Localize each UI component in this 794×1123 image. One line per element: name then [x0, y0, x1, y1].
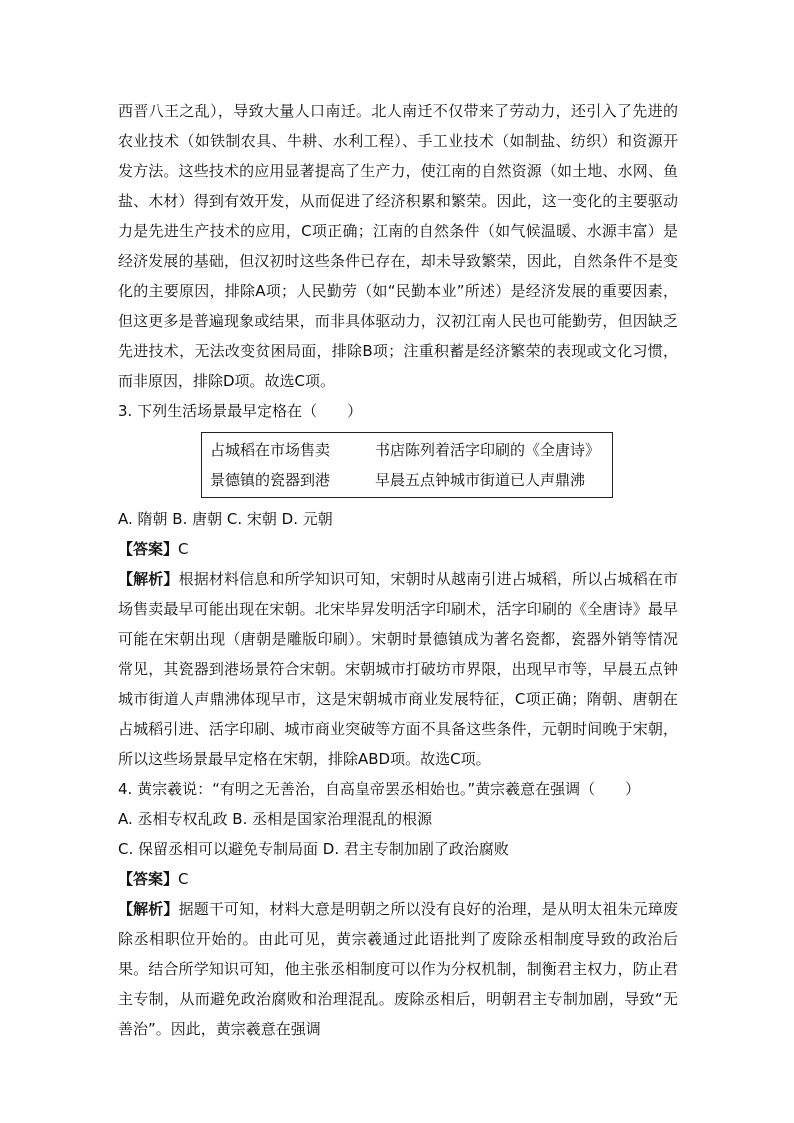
question-3-answer: [118, 534, 678, 564]
question-4-options-line-1: A. 丞相专权乱政 B. 丞相是国家治理混乱的根源: [118, 810, 433, 828]
question-3-material-box: [201, 432, 613, 498]
question-4-analysis: [118, 894, 678, 1044]
answer-tag: 【答案】: [118, 870, 179, 888]
analysis-tag: 【解析】: [118, 900, 179, 918]
question-4-answer: [118, 864, 678, 894]
material-item: 书店陈列着活字印刷的《全唐诗》: [375, 441, 601, 459]
question-3-stem: 3. 下列生活场景最早定格在（ ）: [118, 402, 363, 420]
question-4-options-line-2: C. 保留丞相可以避免专制局面 D. 君主专制加剧了政治腐败: [118, 840, 509, 858]
material-row: [202, 465, 612, 495]
analysis-tag: 【解析】: [118, 570, 179, 588]
answer-value: C: [178, 870, 189, 888]
document-content: [118, 96, 678, 1044]
analysis-text: 根据材料信息和所学知识可知，宋朝时从越南引进占城稻，所以占城稻在市场售卖最早可能出现在宋朝。北宋毕昇发明活字印刷术，活字印刷的《全唐诗》最早可能在宋朝出现（唐朝是雕版印刷）。宋朝时景德镇成为著名瓷都，瓷器外销等情况常见，其瓷器到港场景符合宋朝。宋朝城市打破坊市界限，出现早市等，早晨五点钟城市街道人声鼎沸体现早市，这是宋朝城市商业发展特征，C项正确；隋朝、唐朝在占城稻引进、活字印刷、城市商业突破等方面不具备这些条件，元朝时间晚于宋朝，所以这些场景最早定格在宋朝，排除ABD项。故选C项。: [118, 570, 678, 768]
previous-analysis-paragraph: 西晋八王之乱），导致大量人口南迁。北人南迁不仅带来了劳动力，还引入了先进的农业技术（如铁制农具、牛耕、水利工程）、手工业技术（如制盐、纺织）和资源开发方法。这些技术的应用显著提高了生产力，使江南的自然资源（如土地、水网、鱼盐、木材）得到有效开发，从而促进了经济积累和繁荣。因此，这一变化的主要驱动力是先进生产技术的应用，C项正确；江南的自然条件（如气候温暖、水源丰富）是经济发展的基础，但汉初时这些条件已存在，却未导致繁荣，因此，自然条件不是变化的主要原因，排除A项；人民勤劳（如“民勤本业”所述）是经济发展的重要因素，但这更多是普遍现象或结果，而非具体驱动力，汉初江南人民也可能勤劳，但因缺乏先进技术，无法改变贫困局面，排除B项；注重积蓄是经济繁荣的表现或文化习惯，而非原因，排除D项。故选C项。: [118, 102, 678, 390]
answer-value: C: [178, 540, 189, 558]
material-item: 景德镇的瓷器到港: [210, 471, 331, 489]
analysis-text: 据题干可知，材料大意是明朝之所以没有良好的治理，是从明太祖朱元璋废除丞相职位开始的。由此可见，黄宗羲通过此语批判了废除丞相制度导致的政治后果。结合所学知识可知，他主张丞相制度可以作为分权机制，制衡君主权力，防止君主专制，从而避免政治腐败和治理混乱。废除丞相后，明朝君主专制加剧，导致“无善治”。因此，黄宗羲意在强调: [118, 900, 678, 1038]
answer-tag: 【答案】: [118, 540, 179, 558]
question-3-analysis: [118, 564, 678, 774]
question-3-options: A. 隋朝 B. 唐朝 C. 宋朝 D. 元朝: [118, 510, 333, 528]
question-4-stem: 4. 黄宗羲说：“有明之无善治，自高皇帝罢丞相始也。”黄宗羲意在强调（ ）: [118, 780, 641, 798]
material-item: 占城稻在市场售卖: [210, 441, 331, 459]
material-item: 早晨五点钟城市街道已人声鼎沸: [375, 471, 586, 489]
material-row: [202, 435, 612, 465]
